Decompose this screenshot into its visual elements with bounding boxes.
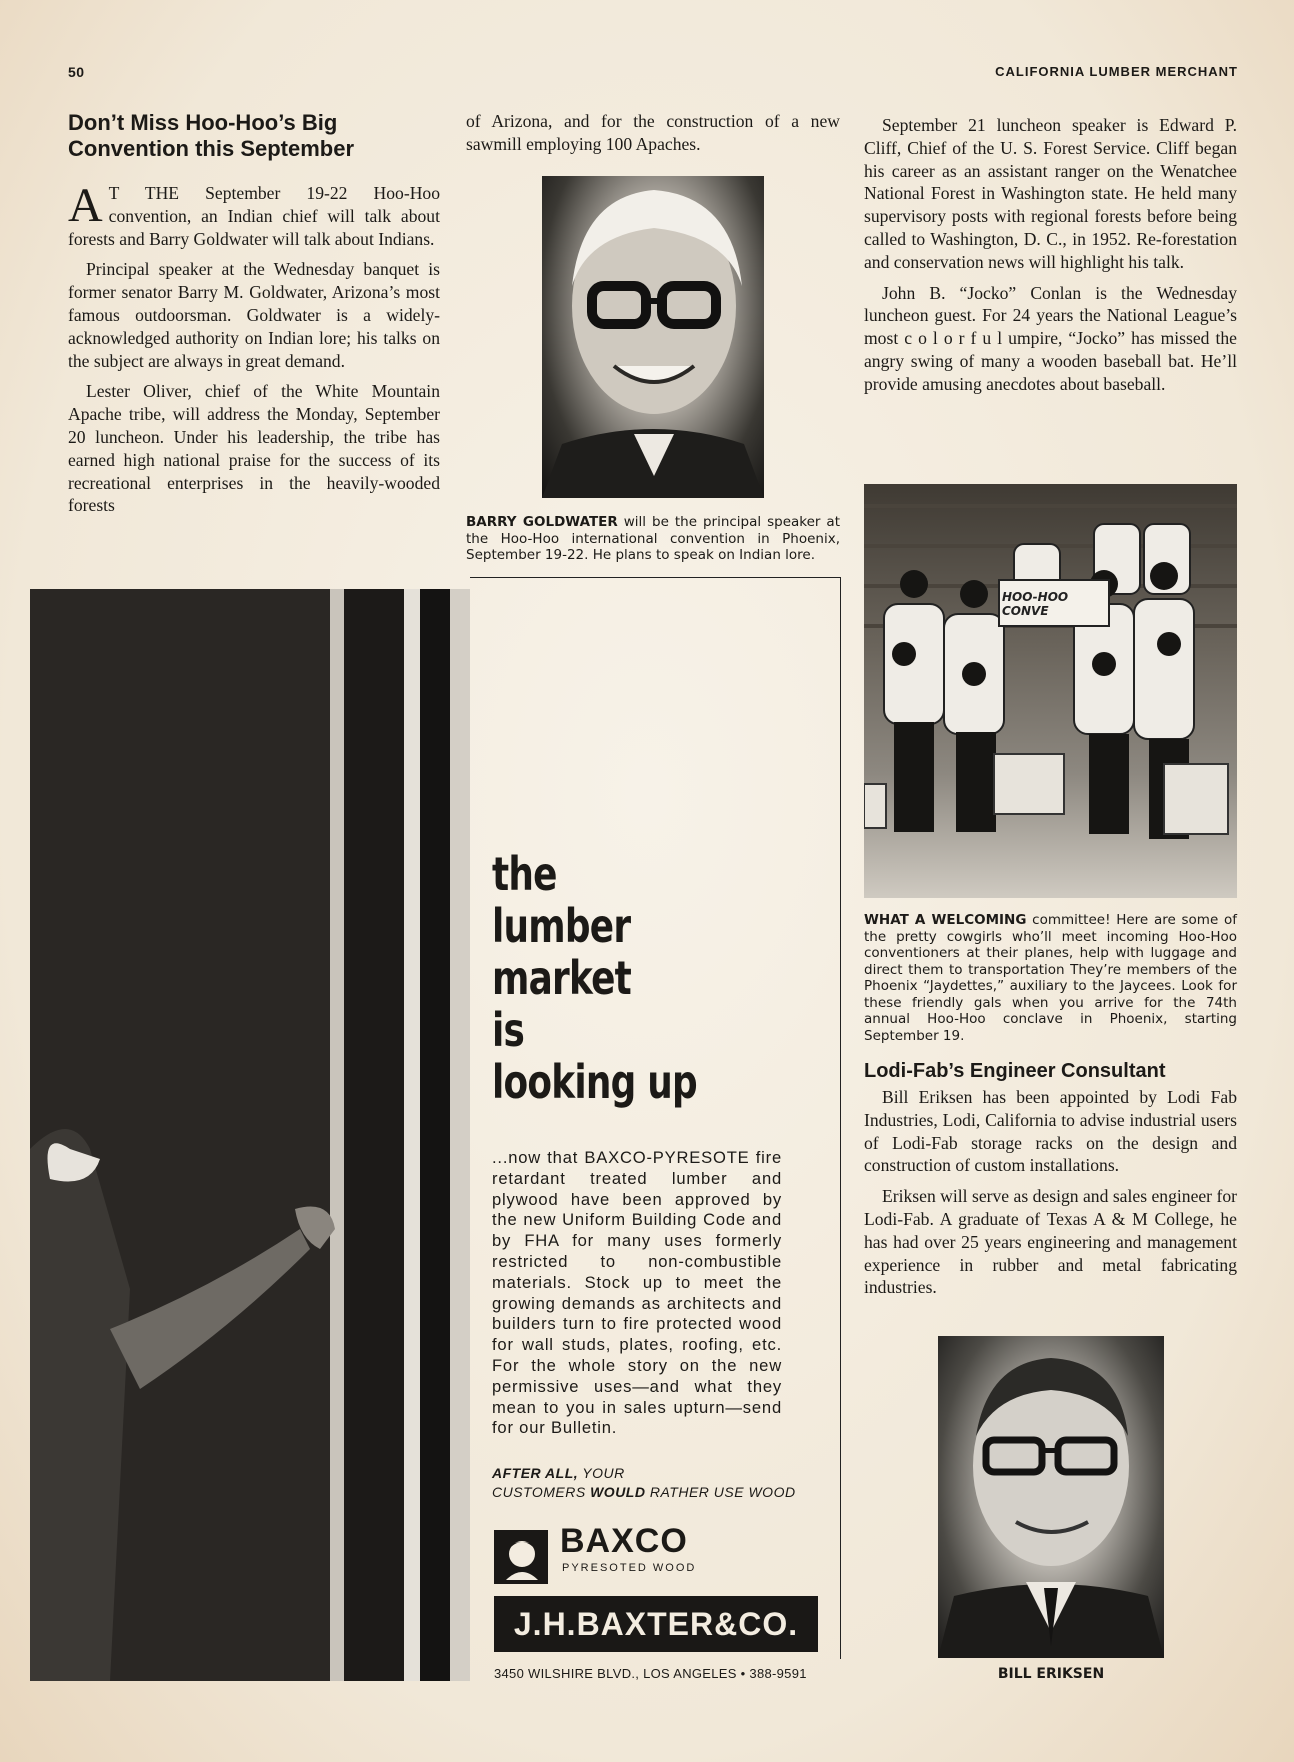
article-paragraph [68,179,440,250]
caption-text: committee! Here are some of the pretty cowgirls who’ll meet incoming Hoo-Hoo conventioners at their planes, help with luggage and direct them to transportation They’re members of the Phoenix “Jaydettes,” auxiliary to the Jaycees. Look for these friendly gals when you arrive for the 74th annual Hoo-Hoo conclave in Phoenix, starting September 19. [864,912,1237,1044]
tagline-emphasis: WOULD [590,1484,646,1500]
ad-tagline-line-2 [492,1483,832,1502]
article-column-1 [68,110,440,525]
article-body [68,179,440,517]
ad-headline-line: lumber [492,899,631,953]
baxco-logo-icon [494,1530,548,1584]
article-paragraph: John B. “Jocko” Conlan is the Wednesday luncheon guest. For 24 years the National League’s most c o l o r f u l umpire, “Jocko” has missed the angry swing of many a wooden baseball bat. He’ll provide amusing anecdotes about baseball. [864,282,1237,394]
lodi-fab-article [864,1086,1237,1307]
ad-headline-line: is [492,1003,525,1057]
worker-illustration [30,589,470,1681]
brand-subtitle: PYRESOTED WOOD [562,1562,697,1574]
ad-top-rule [470,577,840,578]
company-address: 3450 WILSHIRE BLVD., LOS ANGELES • 388-9591 [494,1666,807,1681]
article-paragraph: Lester Oliver, chief of the White Mountain Apache tribe, will address the Monday, September 20 luncheon. Under his leadership, the tribe has earned high national praise for the success of its recreational enterprises in the heavily-wooded forests [68,381,440,516]
publication-title: CALIFORNIA LUMBER MERCHANT [995,64,1238,79]
cowgirls-photo [864,484,1237,898]
caption-text: will be the principal speaker at the Hoo-Hoo international convention in Phoenix, September 19-22. He plans to speak on Indian lore. [466,514,840,563]
ad-tagline [492,1464,832,1502]
tagline-text: YOUR [578,1465,625,1481]
article-paragraph: Principal speaker at the Wednesday banquet is former senator Barry M. Goldwater, Arizona’s most famous outdoorsman. Goldwater is a widely-acknowledged authority on Indian lore; his talks on the subject are always in great demand. [68,259,440,371]
eriksen-caption: BILL ERIKSEN [997,1666,1105,1682]
caption-lead: BARRY GOLDWATER [466,514,618,530]
portrait-illustration [542,176,764,498]
article-paragraph: Bill Eriksen has been appointed by Lodi Fab Industries, Lodi, California to advise industrial users of Lodi-Fab storage racks on the design and construction of custom installations. [864,1087,1237,1176]
article-paragraph: Eriksen will serve as design and sales engineer for Lodi-Fab. A graduate of Texas A & M College, he has had over 25 years engineering and management experience in rubber and metal fabricating industries. [864,1186,1237,1298]
ad-body-copy: ...now that BAXCO-PYRESOTE fire retardant treated lumber and plywood have been approved by the new Uniform Building Code and by FHA for many uses formerly restricted to non-combustible materials. Stock up to meet the growing demands as architects and builders turn to fire protected wood for wall studs, plates, roofing, etc. For the whole story on the new permissive uses—and what they mean to you in sales upturn—send for our Bulletin. [492,1148,782,1438]
ad-headline-line: market [492,951,631,1005]
ad-headline-line: looking up [492,1055,697,1109]
goldwater-caption [466,514,840,564]
ad-headline [492,848,832,1128]
company-name: J.H.BAXTER&CO. [513,1605,799,1642]
article-paragraph: of Arizona, and for the construction of a new sawmill employing 100 Apaches. [466,111,840,154]
ad-photo-worker [30,589,470,1681]
portrait-illustration [938,1336,1164,1658]
tagline-emphasis: AFTER ALL, [492,1465,579,1481]
headline-line-1: Don’t Miss Hoo-Hoo’s Big [68,110,338,135]
headline-line-2: Convention this September [68,136,355,161]
goldwater-photo [542,176,764,498]
lodi-fab-headline: Lodi-Fab’s Engineer Consultant [864,1060,1166,1082]
article-headline [68,110,440,162]
caption-lead: WHAT A WELCOMING [864,912,1027,928]
article-paragraph: September 21 luncheon speaker is Edward P. Cliff, Chief of the U. S. Forest Service. Cliff began his career as an assistant ranger on the Wenatchee National Forest in Washington state. He held many supervisory posts with regional forests before being called to Washington, D. C., in 1952. Re-forestation and conservation news will highlight his talk. [864,115,1237,272]
cowgirls-caption [864,912,1237,1044]
ad-headline-line: the [492,847,557,901]
eriksen-photo [938,1336,1164,1658]
group-illustration [864,484,1237,898]
drop-cap: A [68,179,103,232]
ad-right-rule [840,577,841,1659]
tagline-text: RATHER USE WOOD [645,1484,796,1500]
tagline-text: CUSTOMERS [492,1484,591,1500]
brand-name: BAXCO [560,1522,688,1560]
convention-sign-text: HOO-HOO CONVE [1002,590,1069,618]
company-banner [494,1596,818,1652]
ad-tagline-line-1 [492,1464,832,1483]
article-column-3 [864,114,1237,404]
page-number: 50 [68,64,85,80]
article-column-2 [466,110,840,164]
paragraph-text: T THE September 19-22 Hoo-Hoo convention, an Indian chief will talk about forests and Barry Goldwater will talk about Indians. [68,183,440,249]
